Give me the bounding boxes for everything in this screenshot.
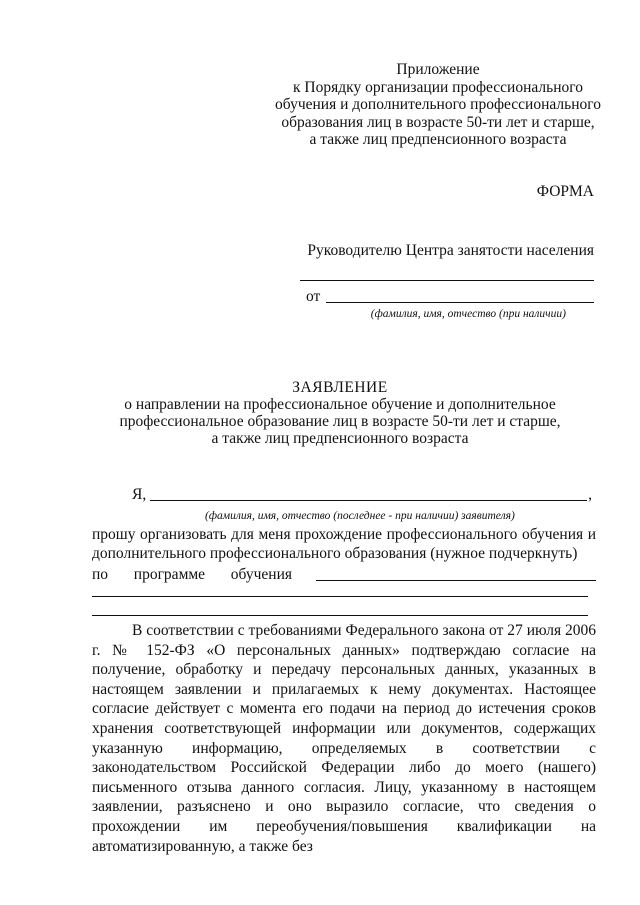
recipient-blank-line[interactable] [300,268,594,281]
program-blank-long[interactable] [368,566,596,581]
appendix-block [260,61,616,149]
statement-subtitle-line: профессиональное образование лиц в возрасте 50-ти лет и старше, [119,413,561,430]
recipient-block [300,242,594,320]
applicant-prefix: Я, [132,486,147,503]
program-blank-line-3[interactable] [92,615,588,616]
from-blank-line[interactable] [326,286,594,303]
applicant-suffix: , [588,486,592,503]
appendix-line: Приложение [396,61,480,78]
program-word: обучения [230,566,292,583]
form-label: ФОРМА [536,183,594,200]
recipient-title: Руководителю Центра занятости населения [307,242,594,259]
from-hint: (фамилия, имя, отчество (при наличии) [370,308,566,320]
applicant-name-line[interactable] [150,486,587,501]
statement-subtitle-line: о направлении на профессиональное обучение и дополнительное [124,396,556,413]
program-blank-line-2[interactable] [92,596,588,597]
appendix-line: к Порядку организации профессионального [293,78,583,96]
program-row [92,566,596,584]
statement-heading [80,379,600,447]
appendix-line: обучения и дополнительного профессионального [275,96,601,113]
appendix-line: образования лиц в возрасте 50-ти лет и старше, [281,113,595,131]
consent-paragraph: В соответствии с требованиями Федерального закона от 27 июля 2006 г. № 152-ФЗ «О персональных данных» подтверждаю согласие на получение, обработку и передачу персональных данных, указанных в настоящем заявлении и прилагаемых к нему документах. Настоящее согласие действует с момента его подачи на период до истечения сроков хранения соответствующей информации или документов, содержащих указанную информацию, определяемых в соответствии с законодательством Российской Федерации либо до моего (нашего) письменного отзыва данного согласия. Лицу, указанному в настоящем заявлении, разъяснено и оно выразило согласие, что сведения о прохождении им переобучения/повышения квалификации на автоматизированную, а также без [92,622,596,855]
from-label: от [306,288,321,305]
statement-subtitle-line: а также лиц предпенсионного возраста [211,430,469,447]
program-blank-short[interactable] [316,566,368,581]
program-word: программе [133,566,206,583]
statement-title: ЗАЯВЛЕНИЕ [292,379,388,396]
appendix-line: а также лиц предпенсионного возраста [309,131,567,148]
applicant-hint: (фамилия, имя, отчество (последнее - при наличии) заявителя) [205,510,515,522]
request-text: прошу организовать для меня прохождение профессионального обучения и дополнительного профессионального образования (нужное подчеркнуть) [92,526,596,562]
from-row [300,286,594,306]
applicant-row [132,486,592,504]
program-word: по [92,566,109,583]
